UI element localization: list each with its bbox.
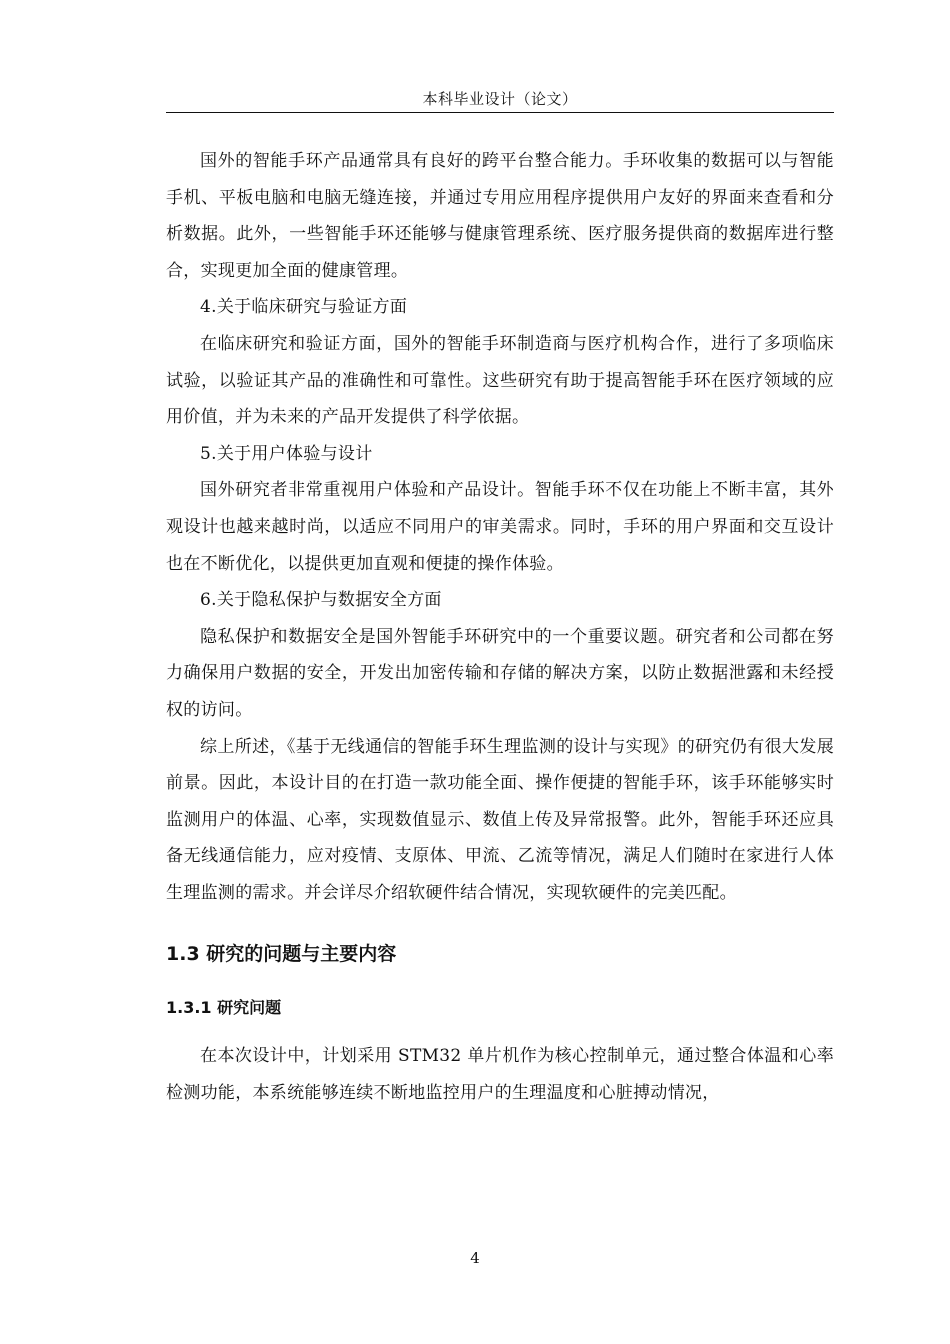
- paragraph-research-problem: 在本次设计中，计划采用 STM32 单片机作为核心控制单元，通过整合体温和心率检测功能，本系统能够连续不断地监控用户的生理温度和心脏搏动情况，: [166, 1046, 834, 1104]
- section-heading-1-3-1: 1.3.1 研究问题: [166, 998, 282, 1018]
- paragraph-clinical-research: 在临床研究和验证方面，国外的智能手环制造商与医疗机构合作，进行了多项临床试验，以验证其产品的准确性和可靠性。这些研究有助于提高智能手环在医疗领域的应用价值，并为未来的产品开发提供了科学依据。: [166, 333, 834, 428]
- paragraph-summary: 综上所述，《基于无线通信的智能手环生理监测的设计与实现》的研究仍有很大发展前景。因此，本设计目的在打造一款功能全面、操作便捷的智能手环，该手环能够实时监测用户的体温、心率，实现数值显示、数值上传及异常报警。此外，智能手环还应具备无线通信能力，应对疫情、支原体、甲流、乙流等情况，满足人们随时在家进行人体生理监测的需求。并会详尽介绍软硬件结合情况，实现软硬件的完美匹配。: [166, 736, 834, 903]
- header-divider: [166, 112, 834, 113]
- subheading-user-experience: 5.关于用户体验与设计: [200, 443, 373, 464]
- subheading-clinical-research: 4.关于临床研究与验证方面: [200, 297, 408, 318]
- page-body: [166, 143, 834, 1112]
- subheading-privacy: 6.关于隐私保护与数据安全方面: [200, 590, 442, 611]
- paragraph-cross-platform: 国外的智能手环产品通常具有良好的跨平台整合能力。手环收集的数据可以与智能手机、平板电脑和电脑无缝连接，并通过专用应用程序提供用户友好的界面来查看和分析数据。此外，一些智能手环还能够与健康管理系统、医疗服务提供商的数据库进行整合，实现更加全面的健康管理。: [166, 151, 834, 281]
- section-heading-1-3: 1.3 研究的问题与主要内容: [166, 943, 397, 966]
- paragraph-privacy: 隐私保护和数据安全是国外智能手环研究中的一个重要议题。研究者和公司都在努力确保用户数据的安全，开发出加密传输和存储的解决方案，以防止数据泄露和未经授权的访问。: [166, 626, 834, 720]
- page-number: 4: [470, 1249, 480, 1267]
- running-header: 本科毕业设计（论文）: [422, 90, 578, 108]
- paragraph-user-experience: 国外研究者非常重视用户体验和产品设计。智能手环不仅在功能上不断丰富，其外观设计也越来越时尚，以适应不同用户的审美需求。同时，手环的用户界面和交互设计也在不断优化，以提供更加直观和便捷的操作体验。: [166, 480, 834, 574]
